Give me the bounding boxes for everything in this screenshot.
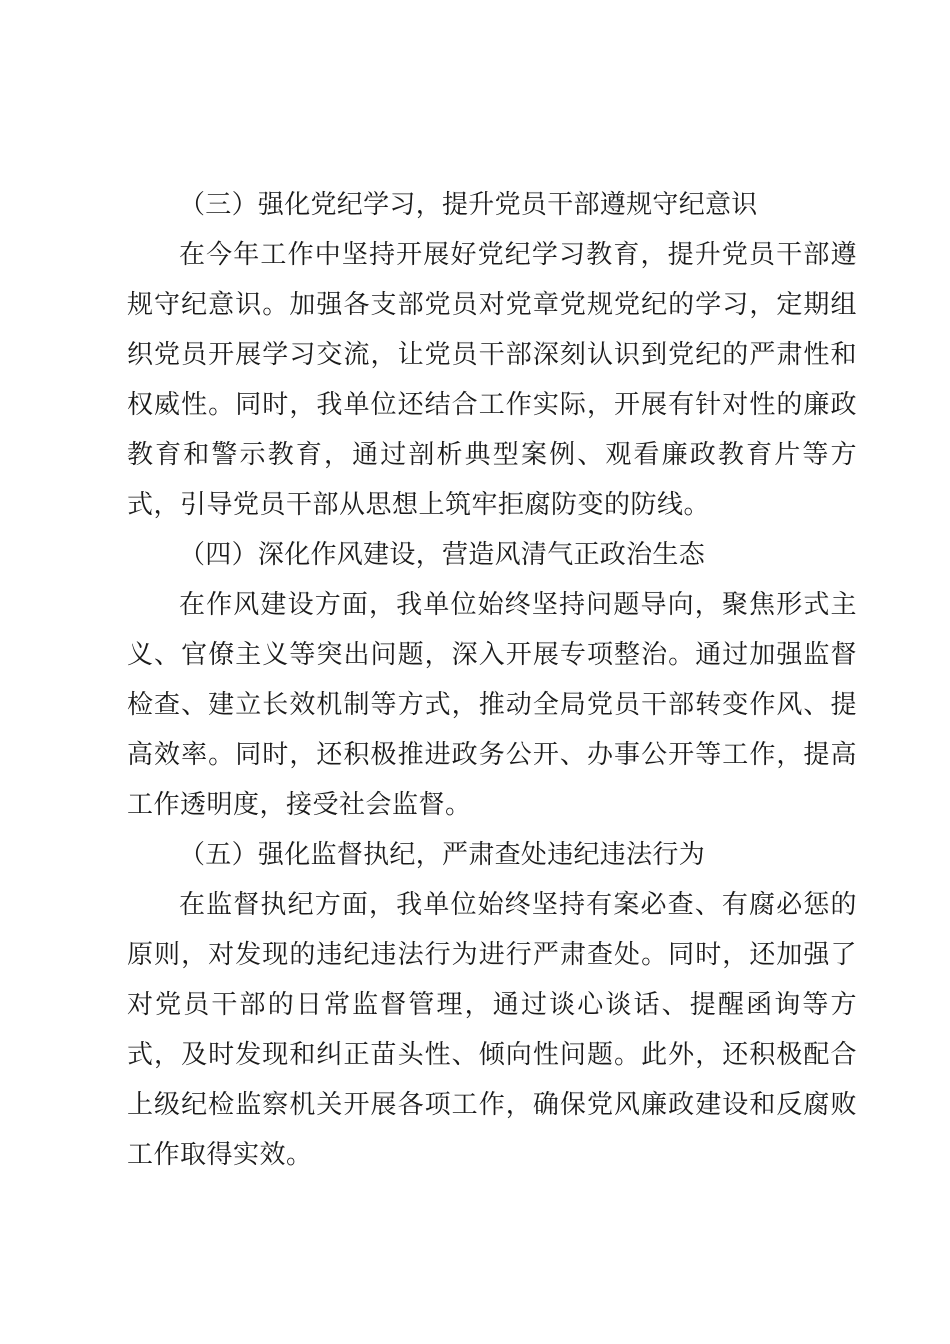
- document-body: [127, 180, 857, 1180]
- section-paragraph-5: 在监督执纪方面，我单位始终坚持有案必查、有腐必惩的原则，对发现的违纪违法行为进行严肃查处。同时，还加强了对党员干部的日常监督管理，通过谈心谈话、提醒函询等方式，及时发现和纠正苗头性、倾向性问题。此外，还积极配合上级纪检监察机关开展各项工作，确保党风廉政建设和反腐败工作取得实效。: [127, 890, 857, 1170]
- section-heading-4: （四）深化作风建设，营造风清气正政治生态: [179, 540, 706, 570]
- section-heading-5: （五）强化监督执纪，严肃查处违纪违法行为: [179, 840, 706, 870]
- section-heading-3: （三）强化党纪学习，提升党员干部遵规守纪意识: [179, 190, 758, 220]
- section-paragraph-4: 在作风建设方面，我单位始终坚持问题导向，聚焦形式主义、官僚主义等突出问题，深入开展专项整治。通过加强监督检查、建立长效机制等方式，推动全局党员干部转变作风、提高效率。同时，还积极推进政务公开、办事公开等工作，提高工作透明度，接受社会监督。: [127, 590, 857, 820]
- section-paragraph-3: 在今年工作中坚持开展好党纪学习教育，提升党员干部遵规守纪意识。加强各支部党员对党章党规党纪的学习，定期组织党员开展学习交流，让党员干部深刻认识到党纪的严肃性和权威性。同时，我单位还结合工作实际，开展有针对性的廉政教育和警示教育，通过剖析典型案例、观看廉政教育片等方式，引导党员干部从思想上筑牢拒腐防变的防线。: [127, 240, 857, 520]
